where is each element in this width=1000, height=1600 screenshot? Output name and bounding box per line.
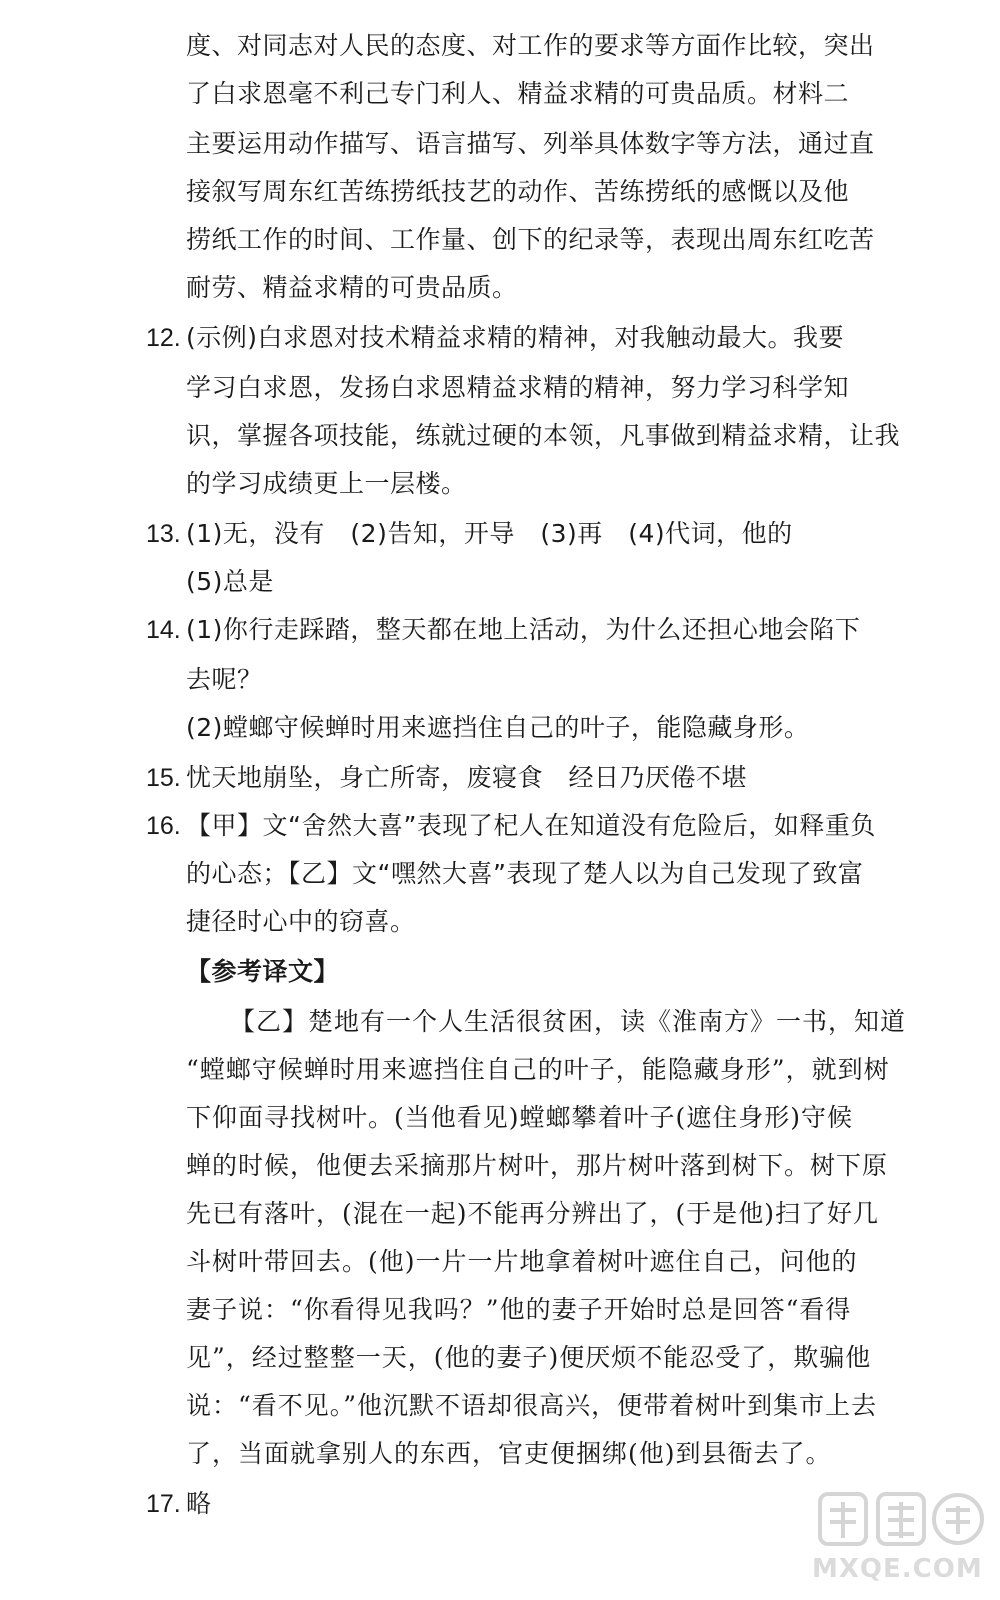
translation-line: 见”，经过整整一天，(他的妻子)便厌烦不能忍受了，欺骗他 [186, 1343, 872, 1372]
watermark-text: MXQE.COM [812, 1554, 983, 1584]
translation-line: 下仰面寻找树叶。(当他看见)螳螂攀着叶子(遮住身形)守候 [186, 1103, 854, 1132]
question-number: 16. [146, 812, 181, 840]
translation-line: 了，当面就拿别人的东西，官吏便捆绑(他)到县衙去了。 [186, 1439, 832, 1468]
translation-line: 妻子说：“你看得见我吗？”他的妻子开始时总是回答“看得 [186, 1295, 852, 1324]
translation-line: 说：“看不见。”他沉默不语却很高兴，便带着树叶到集市上去 [186, 1391, 878, 1420]
question-number: 13. [146, 520, 181, 548]
answer-line: 识，掌握各项技能，练就过硬的本领，凡事做到精益求精，让我 [186, 421, 901, 450]
paragraph-line: 耐劳、精益求精的可贵品质。 [186, 273, 518, 302]
translation-line: 斗树叶带回去。(他)一片一片地拿着树叶遮住自己，问他的 [186, 1247, 858, 1276]
question-number: 12. [146, 324, 181, 352]
answer-line: 略 [186, 1489, 212, 1518]
translation-line: “螳螂守候蝉时用来遮挡住自己的叶子，能隐藏身形”，就到树 [186, 1055, 890, 1084]
answer-line: (1)你行走踩踏，整天都在地上活动，为什么还担心地会陷下 [186, 615, 861, 644]
reference-heading: 【参考译文】 [186, 957, 340, 986]
question-number: 15. [146, 764, 181, 792]
answer-line: 学习白求恩，发扬白求恩精益求精的精神，努力学习科学知 [186, 373, 850, 402]
answer-logo-icon [818, 1488, 984, 1550]
answer-line: 忧天地崩坠，身亡所寄，废寝食 经日乃厌倦不堪 [186, 763, 748, 792]
answer-line: 捷径时心中的窃喜。 [186, 907, 416, 936]
answer-line: (1)无，没有 (2)告知，开导 (3)再 (4)代词，他的 [186, 519, 793, 548]
answer-line: 的心态；【乙】文“嘿然大喜”表现了楚人以为自己发现了致富 [186, 859, 864, 888]
answer-line: 【甲】文“舍然大喜”表现了杞人在知道没有危险后，如释重负 [186, 811, 876, 840]
translation-line: 先已有落叶，(混在一起)不能再分辨出了，(于是他)扫了好几 [186, 1199, 880, 1228]
paragraph-line: 接叙写周东红苦练捞纸技艺的动作、苦练捞纸的感慨以及他 [186, 177, 850, 206]
answer-line: (示例)白求恩对技术精益求精的精神，对我触动最大。我要 [186, 323, 845, 352]
paragraph-line: 捞纸工作的时间、工作量、创下的纪录等，表现出周东红吃苦 [186, 225, 875, 254]
answer-line: 去呢？ [186, 665, 263, 694]
translation-line: 【乙】楚地有一个人生活很贫困，读《淮南方》一书，知道 [230, 1007, 907, 1036]
question-number: 17. [146, 1490, 181, 1518]
answer-line: 的学习成绩更上一层楼。 [186, 469, 467, 498]
paragraph-line: 主要运用动作描写、语言描写、列举具体数字等方法，通过直 [186, 129, 875, 158]
watermark [812, 1488, 990, 1592]
question-number: 14. [146, 616, 181, 644]
answer-line: (5)总是 [186, 567, 274, 596]
paragraph-line: 度、对同志对人民的态度、对工作的要求等方面作比较，突出 [186, 31, 875, 60]
answer-line: (2)螳螂守候蝉时用来遮挡住自己的叶子，能隐藏身形。 [186, 713, 810, 742]
paragraph-line: 了白求恩毫不利己专门利人、精益求精的可贵品质。材料二 [186, 79, 850, 108]
translation-line: 蝉的时候，他便去采摘那片树叶，那片树叶落到树下。树下原 [186, 1151, 889, 1180]
